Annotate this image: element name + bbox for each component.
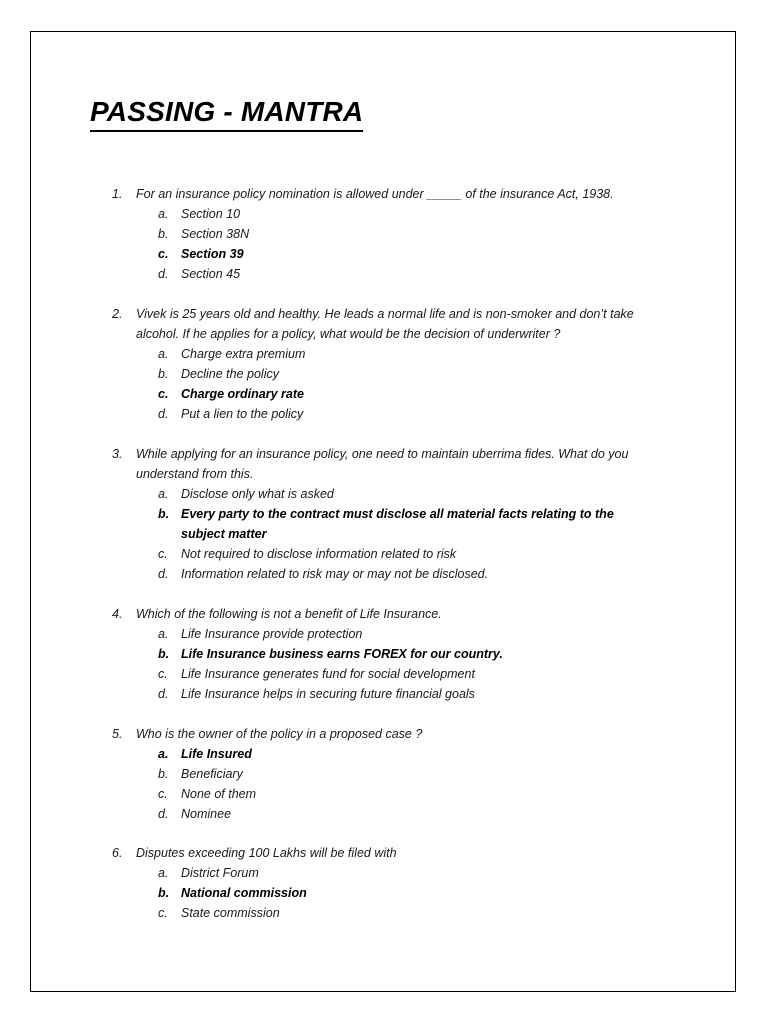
- option-text: Section 10: [181, 207, 241, 221]
- option-b: [0, 224, 768, 244]
- option-letter: d.: [158, 807, 169, 821]
- question-text: While applying for an insurance policy, one need to maintain uberrima fides. What do you understand from this.: [136, 447, 629, 481]
- option-letter: c.: [158, 906, 168, 920]
- question-text: Who is the owner of the policy in a proposed case ?: [136, 727, 423, 741]
- option-a: [0, 344, 768, 364]
- option-c: [0, 544, 768, 564]
- option-letter: a.: [158, 627, 169, 641]
- option-letter: d.: [158, 567, 169, 581]
- option-a: [0, 484, 768, 504]
- question-number: 3.: [112, 447, 123, 461]
- option-d: [0, 564, 768, 584]
- option-letter: b.: [158, 647, 170, 661]
- option-c-correct: [0, 244, 768, 264]
- option-letter: a.: [158, 207, 169, 221]
- option-b: [0, 364, 768, 384]
- option-text: Charge extra premium: [181, 347, 306, 361]
- option-text: Life Insurance provide protection: [181, 627, 363, 641]
- option-letter: b.: [158, 367, 169, 381]
- option-letter: c.: [158, 387, 169, 401]
- option-b-correct: [0, 504, 768, 544]
- option-d: [0, 804, 768, 824]
- option-text: District Forum: [181, 866, 259, 880]
- option-letter: a.: [158, 747, 169, 761]
- document-title: PASSING - MANTRA: [90, 94, 363, 132]
- option-a: [0, 624, 768, 644]
- option-letter: b.: [158, 886, 170, 900]
- option-text: National commission: [181, 886, 307, 900]
- question-text: Which of the following is not a benefit of Life Insurance.: [136, 607, 442, 621]
- option-b: [0, 764, 768, 784]
- question-text: Vivek is 25 years old and healthy. He leads a normal life and is non-smoker and don’t take alcohol. If he applies for a policy, what would be the decision of underwriter ?: [136, 307, 634, 341]
- option-a-correct: [0, 744, 768, 764]
- option-text: Life Insurance generates fund for social development: [181, 667, 475, 681]
- option-c-correct: [0, 384, 768, 404]
- option-letter: c.: [158, 247, 169, 261]
- option-text: None of them: [181, 787, 257, 801]
- option-d: [0, 684, 768, 704]
- option-text: Section 38N: [181, 227, 250, 241]
- option-text: Disclose only what is asked: [181, 487, 334, 501]
- option-letter: a.: [158, 866, 169, 880]
- option-letter: a.: [158, 347, 169, 361]
- option-b-correct: [0, 883, 768, 903]
- option-a: [0, 863, 768, 883]
- option-text: Life Insurance business earns FOREX for our country.: [181, 647, 503, 661]
- option-text: Put a lien to the policy: [181, 407, 304, 421]
- option-text: Decline the policy: [181, 367, 279, 381]
- option-d: [0, 264, 768, 284]
- option-text: Charge ordinary rate: [181, 387, 304, 401]
- option-letter: d.: [158, 267, 169, 281]
- option-letter: d.: [158, 407, 169, 421]
- question-number: 6.: [112, 846, 123, 860]
- option-text: Nominee: [181, 807, 232, 821]
- option-text: Every party to the contract must disclose all material facts relating to the subject matter: [181, 507, 614, 541]
- option-text: Life Insurance helps in securing future financial goals: [181, 687, 475, 701]
- question-number: 2.: [112, 307, 123, 321]
- option-text: Section 39: [181, 247, 244, 261]
- option-text: Information related to risk may or may not be disclosed.: [181, 567, 489, 581]
- question-text: Disputes exceeding 100 Lakhs will be filed with: [136, 846, 397, 860]
- option-letter: b.: [158, 507, 170, 521]
- option-text: Not required to disclose information related to risk: [181, 547, 457, 561]
- option-letter: c.: [158, 547, 168, 561]
- option-text: Beneficiary: [181, 767, 243, 781]
- question-number: 4.: [112, 607, 123, 621]
- option-letter: c.: [158, 787, 168, 801]
- option-c: [0, 903, 768, 923]
- option-c: [0, 664, 768, 684]
- option-a: [0, 204, 768, 224]
- option-letter: b.: [158, 767, 169, 781]
- question-number: 5.: [112, 727, 123, 741]
- option-letter: b.: [158, 227, 169, 241]
- question-text: For an insurance policy nomination is allowed under _____ of the insurance Act, 1938.: [136, 187, 614, 201]
- option-d: [0, 404, 768, 424]
- option-letter: c.: [158, 667, 168, 681]
- option-b-correct: [0, 644, 768, 664]
- option-letter: d.: [158, 687, 169, 701]
- option-c: [0, 784, 768, 804]
- question-number: 1.: [112, 187, 123, 201]
- option-text: Life Insured: [181, 747, 252, 761]
- option-text: State commission: [181, 906, 280, 920]
- option-letter: a.: [158, 487, 169, 501]
- option-text: Section 45: [181, 267, 241, 281]
